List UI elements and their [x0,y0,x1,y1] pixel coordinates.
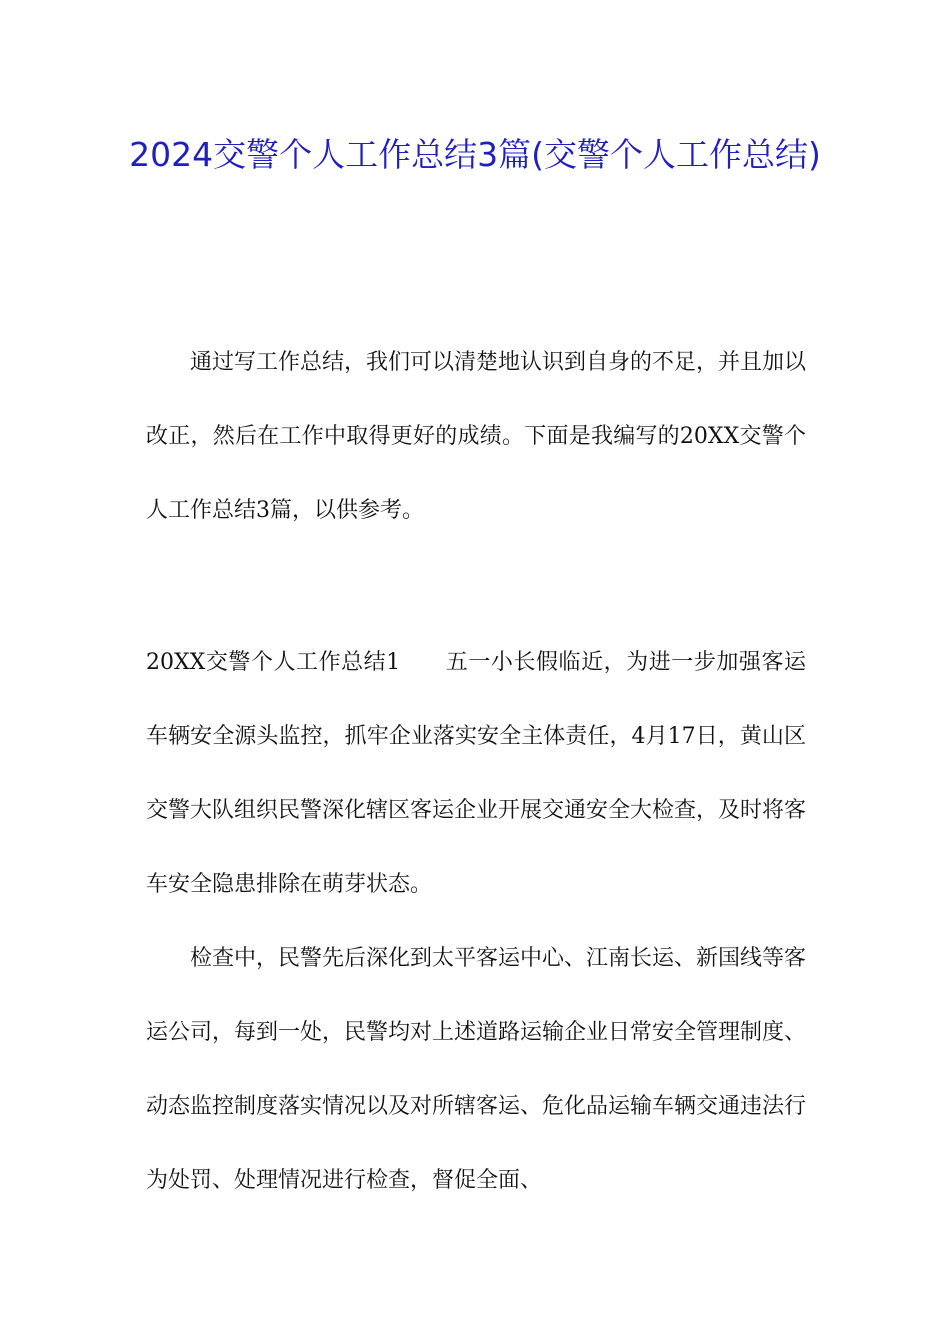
paragraph-intro: 通过写工作总结，我们可以清楚地认识到自身的不足，并且加以改正，然后在工作中取得更好的成绩。下面是我编写的20XX交警个人工作总结3篇，以供参考。 [146,350,807,523]
document-title: 2024交警个人工作总结3篇(交警个人工作总结) [129,135,821,174]
paragraph-inspection: 检查中，民警先后深化到太平客运中心、江南长运、新国线等客运公司，每到一处，民警均对上述道路运输企业日常安全管理制度、动态监控制度落实情况以及对所辖客运、危化品运输车辆交通违法行为处罚、处理情况进行检查，督促全面、 [146,946,807,1193]
paragraph-summary-1: 20XX交警个人工作总结1 五一小长假临近，为进一步加强客运车辆安全源头监控，抓牢企业落实安全主体责任，4月17日，黄山区交警大队组织民警深化辖区客运企业开展交通安全大检查，及时将客车安全隐患排除在萌芽状态。 [146,650,807,897]
